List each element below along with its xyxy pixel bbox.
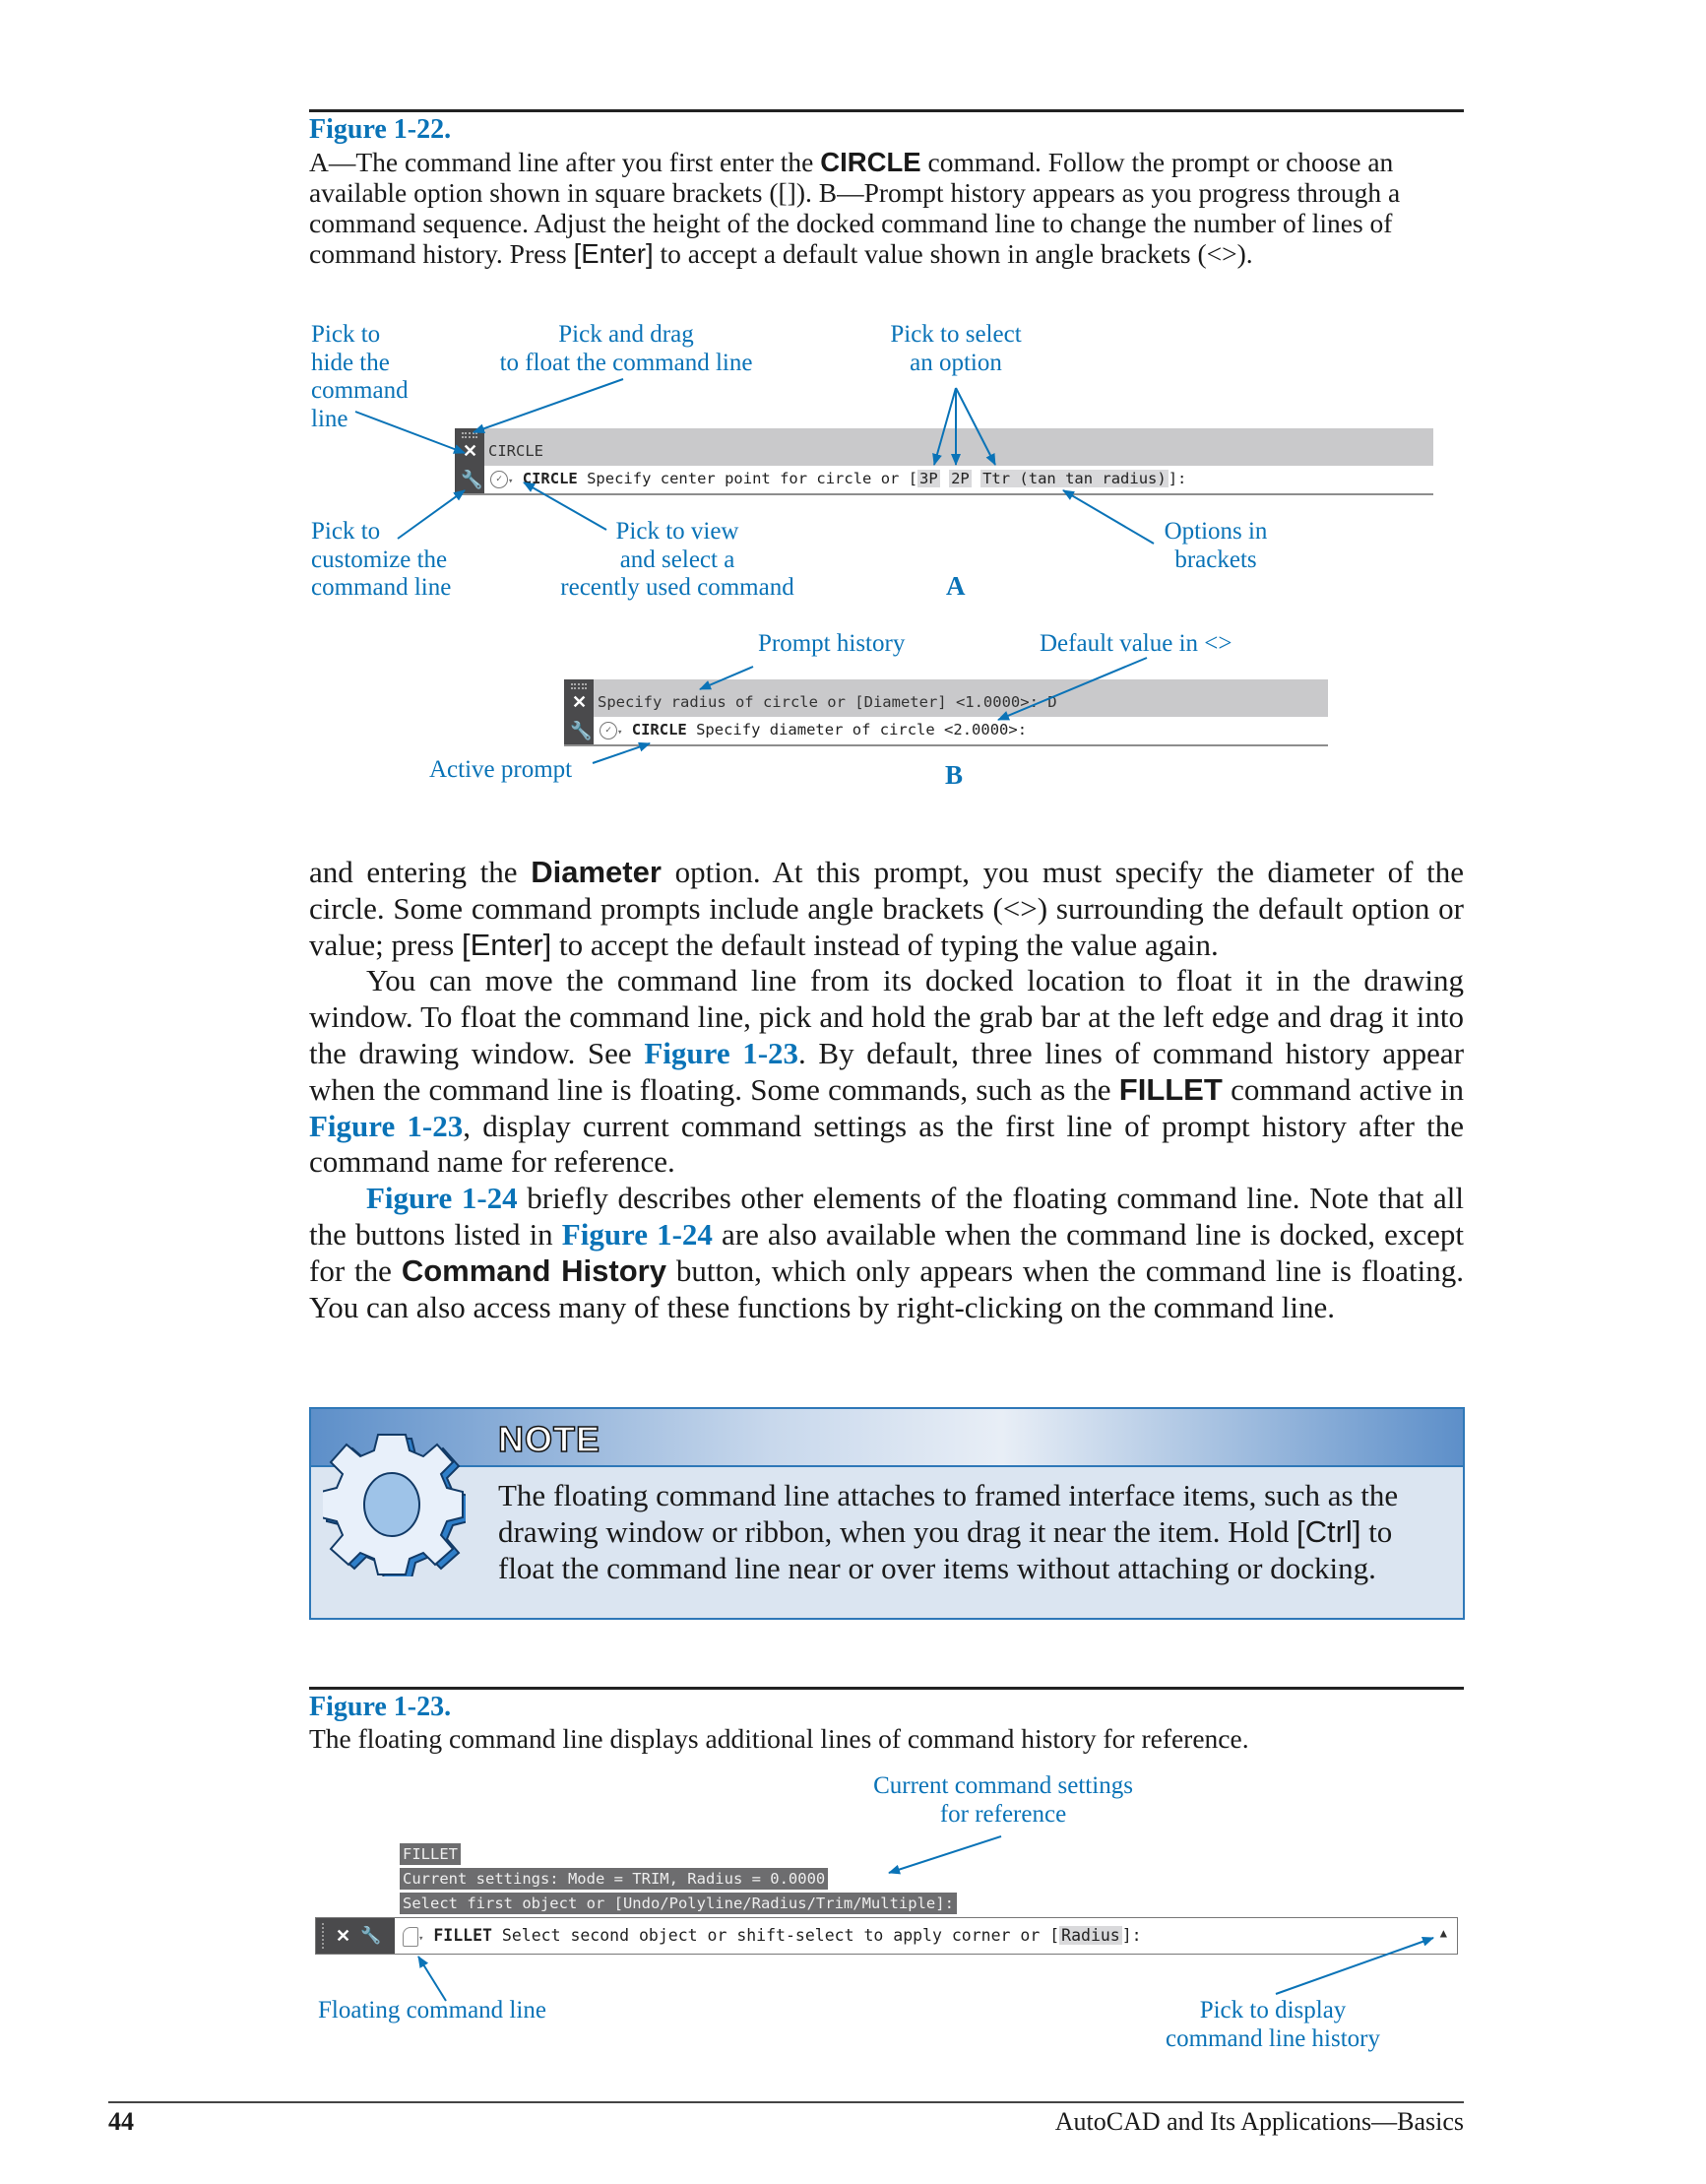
command-name: CIRCLE bbox=[522, 470, 578, 487]
arrow bbox=[1276, 1938, 1433, 1994]
history-line: Current settings: Mode = TRIM, Radius = 0.0000 bbox=[400, 1868, 828, 1890]
close-icon[interactable]: ✕ bbox=[463, 441, 478, 461]
history-line: Select first object or [Undo/Polyline/Radius/Trim/Multiple]: bbox=[400, 1893, 957, 1914]
part-a-label: A bbox=[946, 571, 966, 601]
history-line: FILLET bbox=[400, 1843, 461, 1865]
history-line: Specify radius of circle or [Diameter] <1.0000>: D bbox=[598, 693, 1057, 711]
command-name: CIRCLE bbox=[631, 721, 687, 739]
figure-label: Figure 1-23. bbox=[309, 1692, 452, 1722]
wrench-icon[interactable]: 🔧 bbox=[570, 721, 593, 740]
page-number: 44 bbox=[108, 2107, 134, 2136]
figure-link[interactable]: Figure 1-24 bbox=[366, 1181, 518, 1216]
callout-drag: Pick and drag to float the command line bbox=[499, 321, 753, 376]
dropdown-arrow-icon[interactable]: ▾ bbox=[617, 728, 623, 738]
arrow bbox=[474, 379, 623, 432]
footer-rule bbox=[108, 2101, 1464, 2103]
caption-text: command. Follow the prompt or choose an available option shown in square brackets ([]). B—Prompt history appears as you progress through a command sequence. Adjust the height of the docked command line to change the number of lines of command history. Press bbox=[309, 147, 1401, 269]
option-ttr[interactable]: Ttr (tan tan radius) bbox=[982, 470, 1167, 487]
arrow bbox=[418, 1957, 446, 2001]
prompt-end: ]: bbox=[1121, 1926, 1142, 1945]
option-radius[interactable]: Radius bbox=[1061, 1926, 1120, 1945]
caption-text: A—The command line after you first enter the bbox=[309, 147, 821, 177]
option-3p[interactable]: 3P bbox=[919, 470, 938, 487]
close-icon[interactable]: ✕ bbox=[336, 1925, 351, 1946]
arrow bbox=[398, 490, 465, 539]
note-text: The floating command line attaches to framed interface items, such as the drawing window or ribbon, when you drag it near the item. Hold [Ctrl] to float the command line near or over items without attaching or docking. bbox=[498, 1478, 1399, 1585]
callout-hide: Pick to hide the command line bbox=[311, 321, 409, 432]
arrow bbox=[593, 743, 650, 763]
command-history-button[interactable]: ▲ bbox=[1439, 1926, 1447, 1940]
callout-options: Options in brackets bbox=[1164, 518, 1268, 573]
prompt-end: ]: bbox=[1168, 470, 1187, 487]
note-title: NOTE bbox=[498, 1419, 601, 1459]
caption-command: CIRCLE bbox=[820, 147, 921, 177]
callout-active-prompt: Active prompt bbox=[429, 756, 573, 783]
figure-label: Figure 1-22. bbox=[309, 114, 452, 145]
caption-key: [Enter] bbox=[573, 238, 654, 269]
dropdown-arrow-icon[interactable]: ▾ bbox=[418, 1934, 424, 1944]
recent-commands-icon[interactable]: ✓ bbox=[600, 722, 617, 739]
arrow bbox=[524, 482, 606, 530]
arrow bbox=[700, 667, 753, 689]
book-title: AutoCAD and Its Applications—Basics bbox=[1054, 2107, 1464, 2136]
arrow bbox=[1063, 490, 1154, 544]
caption-text: to accept a default value shown in angle brackets (<>). bbox=[653, 238, 1253, 269]
command-name: FILLET bbox=[433, 1926, 492, 1945]
wrench-icon[interactable]: 🔧 bbox=[461, 470, 483, 489]
paragraph: Figure 1-24 briefly describes other elements of the floating command line. Note that all the buttons listed in Figure 1-24 are also available when the command line is docked, except for the Command History button, which only appears when the command line is floating. You can also access many of these functions by right-clicking on the command line. bbox=[309, 1181, 1465, 1324]
arrow bbox=[934, 388, 956, 465]
recent-commands-icon[interactable]: ✓ bbox=[490, 471, 508, 488]
prompt-text: Select second object or shift-select to apply corner or [ bbox=[491, 1926, 1060, 1945]
callout-view: Pick to view and select a recently used command bbox=[560, 518, 794, 601]
callout-default-value: Default value in <> bbox=[1040, 630, 1232, 657]
callout-select: Pick to select an option bbox=[890, 321, 1022, 376]
figure-link[interactable]: Figure 1-23 bbox=[309, 1108, 464, 1143]
figure-link[interactable]: Figure 1-24 bbox=[561, 1216, 713, 1252]
close-icon[interactable]: ✕ bbox=[572, 692, 588, 712]
arrow bbox=[889, 1836, 1001, 1873]
callout-history: Pick to display command line history bbox=[1165, 1997, 1381, 2052]
prompt-text: Specify diameter of circle <2.0000>: bbox=[686, 721, 1028, 739]
wrench-icon[interactable]: 🔧 bbox=[360, 1926, 382, 1945]
callout-settings: Current command settings for reference bbox=[873, 1772, 1133, 1828]
paragraph: You can move the command line from its docked location to float it in the drawing window. To float the command line, pick and hold the grab bar at the left edge and drag it into the drawing window. See Figure 1-23. By default, three lines of command history appear when the command line is floating. Some commands, such as the FILLET command active in Figure 1-23, display current command settings as the first line of prompt history after the command name for reference. bbox=[309, 963, 1465, 1180]
prompt-text: Specify center point for circle or [ bbox=[577, 470, 918, 487]
history-line: CIRCLE bbox=[488, 442, 543, 460]
callout-floating: Floating command line bbox=[318, 1997, 546, 2023]
figure-caption: The floating command line displays additional lines of command history for reference. bbox=[309, 1723, 1249, 1754]
arrow bbox=[956, 388, 995, 465]
callout-customize: Pick to customize the command line bbox=[311, 518, 452, 601]
part-b-label: B bbox=[945, 760, 964, 790]
figure-link[interactable]: Figure 1-23 bbox=[644, 1035, 799, 1070]
arrow bbox=[355, 412, 465, 453]
dropdown-arrow-icon[interactable]: ▾ bbox=[508, 477, 514, 486]
callout-prompt-history: Prompt history bbox=[758, 630, 906, 657]
option-2p[interactable]: 2P bbox=[951, 470, 970, 487]
arrow bbox=[998, 658, 1147, 720]
paragraph: and entering the Diameter option. At this prompt, you must specify the diameter of the circle. Some command prompts include angle brackets (<>) surrounding the default option or value; press [Enter] to accept the default instead of typing the value again. bbox=[309, 855, 1465, 962]
